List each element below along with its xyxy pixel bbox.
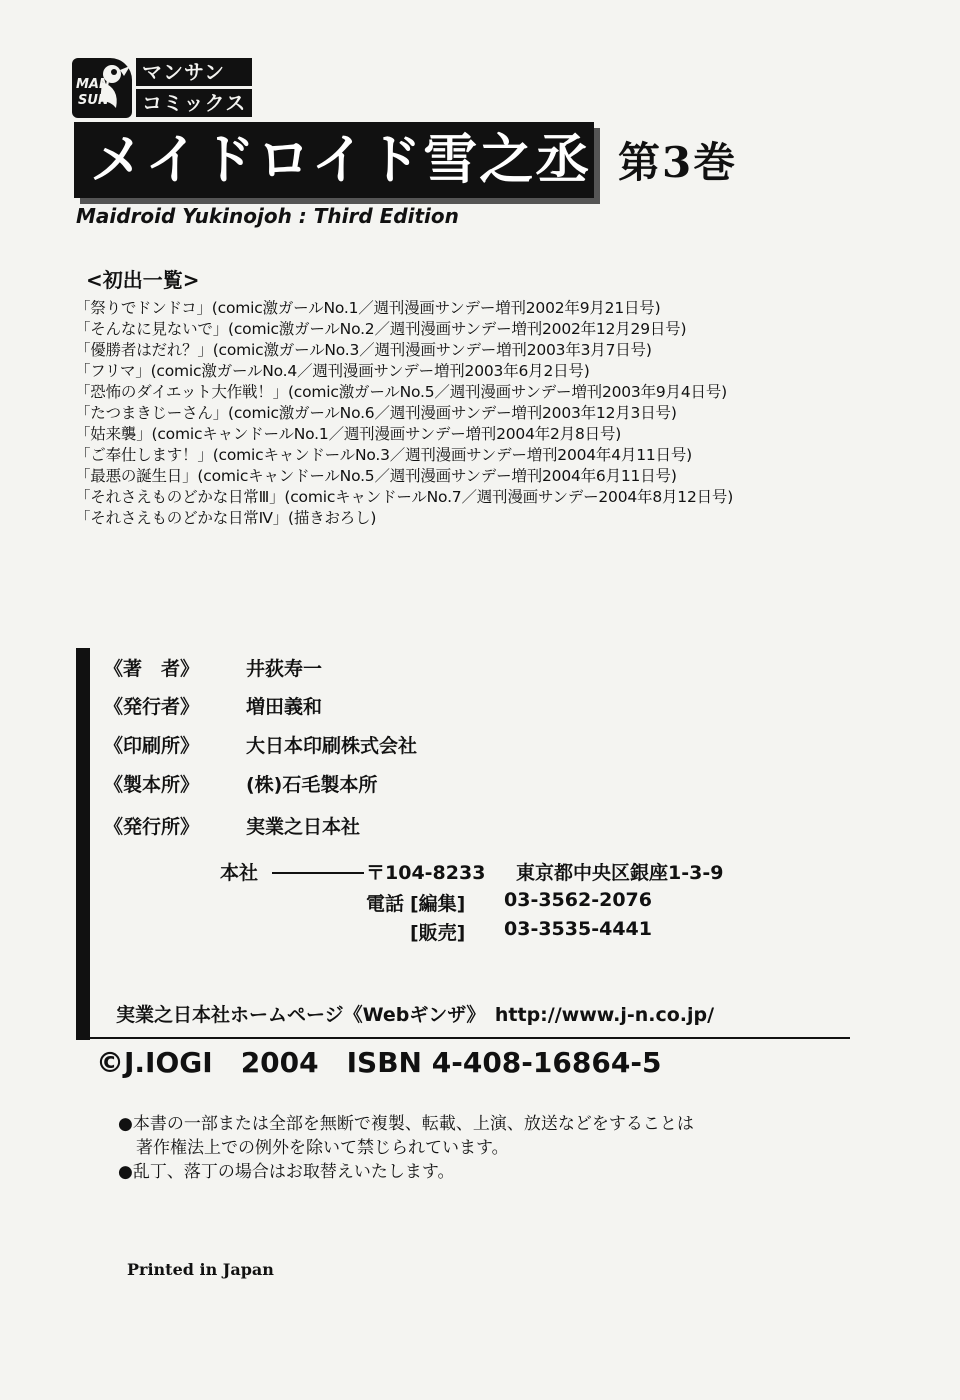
- copyright-year: 2004: [240, 1046, 319, 1079]
- publisher-logo: [72, 58, 254, 118]
- logo-mark-text-man: MAN: [76, 77, 110, 92]
- list-item: 「それさえものどかな日常Ⅲ」(comicキャンドールNo.7／週刊漫画サンデー2004年8月12日号): [75, 488, 734, 506]
- logo-mark-text-sun: SUN: [78, 93, 109, 108]
- staff-value: 増田義和: [246, 696, 323, 718]
- staff-value: 大日本印刷株式会社: [246, 735, 418, 757]
- staff-row-publisher: [104, 692, 322, 719]
- list-item: 「そんなに見ないで」(comic激ガールNo.2／週刊漫画サンデー増刊2002年12月29日号): [75, 320, 687, 338]
- list-item: 「最悪の誕生日」(comicキャンドールNo.5／週刊漫画サンデー増刊2004年6月11日号): [75, 467, 677, 485]
- homepage-line: 実業之日本社ホームページ《Webギンザ》 http://www.j-n.co.jp/: [116, 1004, 715, 1026]
- mascot-logo-mark: [72, 58, 132, 118]
- note-line: ●乱丁、落丁の場合はお取替えいたします。: [118, 1162, 455, 1182]
- list-item: 「恐怖のダイエット大作戦！」(comic激ガールNo.5／週刊漫画サンデー増刊2003年9月4日号): [75, 383, 727, 401]
- sales-label: [販売]: [410, 922, 466, 944]
- isbn: ISBN 4-408-16864-5: [346, 1046, 662, 1079]
- postal-code: 〒104-8233: [366, 862, 486, 884]
- list-item: 「祭りでドンドコ」(comic激ガールNo.1／週刊漫画サンデー増刊2002年9月21日号): [75, 299, 661, 317]
- note-line: ●本書の一部または全部を無断で複製、転載、上演、放送などをすることは: [118, 1114, 694, 1134]
- copyright-holder: ©J.IOGI: [96, 1046, 213, 1079]
- first-publication-heading: <初出一覧>: [86, 268, 200, 292]
- staff-role: 《発行者》: [104, 696, 200, 718]
- staff-role: 《著 者》: [104, 658, 200, 680]
- title-banner: [74, 122, 594, 198]
- phone-label: 電話: [366, 893, 405, 915]
- staff-row-printer: [104, 731, 417, 758]
- address-dash-line: [272, 872, 364, 874]
- colophon-side-rule: [76, 648, 90, 1040]
- editorial-label: [編集]: [410, 893, 466, 915]
- staff-role: 《製本所》: [104, 774, 200, 796]
- staff-role: 《印刷所》: [104, 735, 200, 757]
- head-office-label: 本社: [220, 862, 259, 884]
- staff-value: 実業之日本社: [246, 816, 361, 838]
- sales-phone: 03-3535-4441: [504, 918, 652, 940]
- first-publication-list: [75, 298, 733, 529]
- staff-value: 井荻寿一: [246, 658, 323, 680]
- note-line: 著作権法上での例外を除いて禁じられています。: [136, 1138, 509, 1158]
- book-title: メイドロイド雪之丞: [90, 128, 592, 191]
- list-item: 「優勝者はだれ？」(comic激ガールNo.3／週刊漫画サンデー増刊2003年3月7日号): [75, 341, 652, 359]
- staff-row-publishing-house: [104, 812, 360, 839]
- printed-in-japan: Printed in Japan: [127, 1260, 274, 1279]
- staff-role: 《発行所》: [104, 816, 200, 838]
- office-location: 東京都中央区銀座1-3-9: [516, 862, 724, 884]
- logo-brand-line-1: マンサン: [136, 58, 252, 86]
- list-item: 「たつまきじーさん」(comic激ガールNo.6／週刊漫画サンデー増刊2003年12月3日号): [75, 404, 677, 422]
- staff-value: (株)石毛製本所: [246, 774, 378, 796]
- staff-row-binder: [104, 770, 377, 797]
- list-item: 「それさえものどかな日常Ⅳ」(描きおろし): [75, 509, 377, 527]
- english-subtitle: Maidroid Yukinojoh : Third Edition: [76, 204, 459, 228]
- list-item: 「姑来襲」(comicキャンドールNo.1／週刊漫画サンデー増刊2004年2月8日号): [75, 425, 622, 443]
- legal-notes: [118, 1112, 694, 1184]
- list-item: 「フリマ」(comic激ガールNo.4／週刊漫画サンデー増刊2003年6月2日号): [75, 362, 590, 380]
- volume-number: 第3巻: [618, 138, 738, 187]
- list-item: 「ご奉仕します！」(comicキャンドールNo.3／週刊漫画サンデー増刊2004年4月11日号): [75, 446, 692, 464]
- staff-row-author: [104, 654, 322, 681]
- logo-brand-line-2: コミックス: [136, 89, 252, 117]
- divider: [76, 1037, 850, 1039]
- logo-brand-text: [136, 58, 252, 120]
- copyright-line: [96, 1046, 689, 1079]
- editorial-phone: 03-3562-2076: [504, 889, 652, 911]
